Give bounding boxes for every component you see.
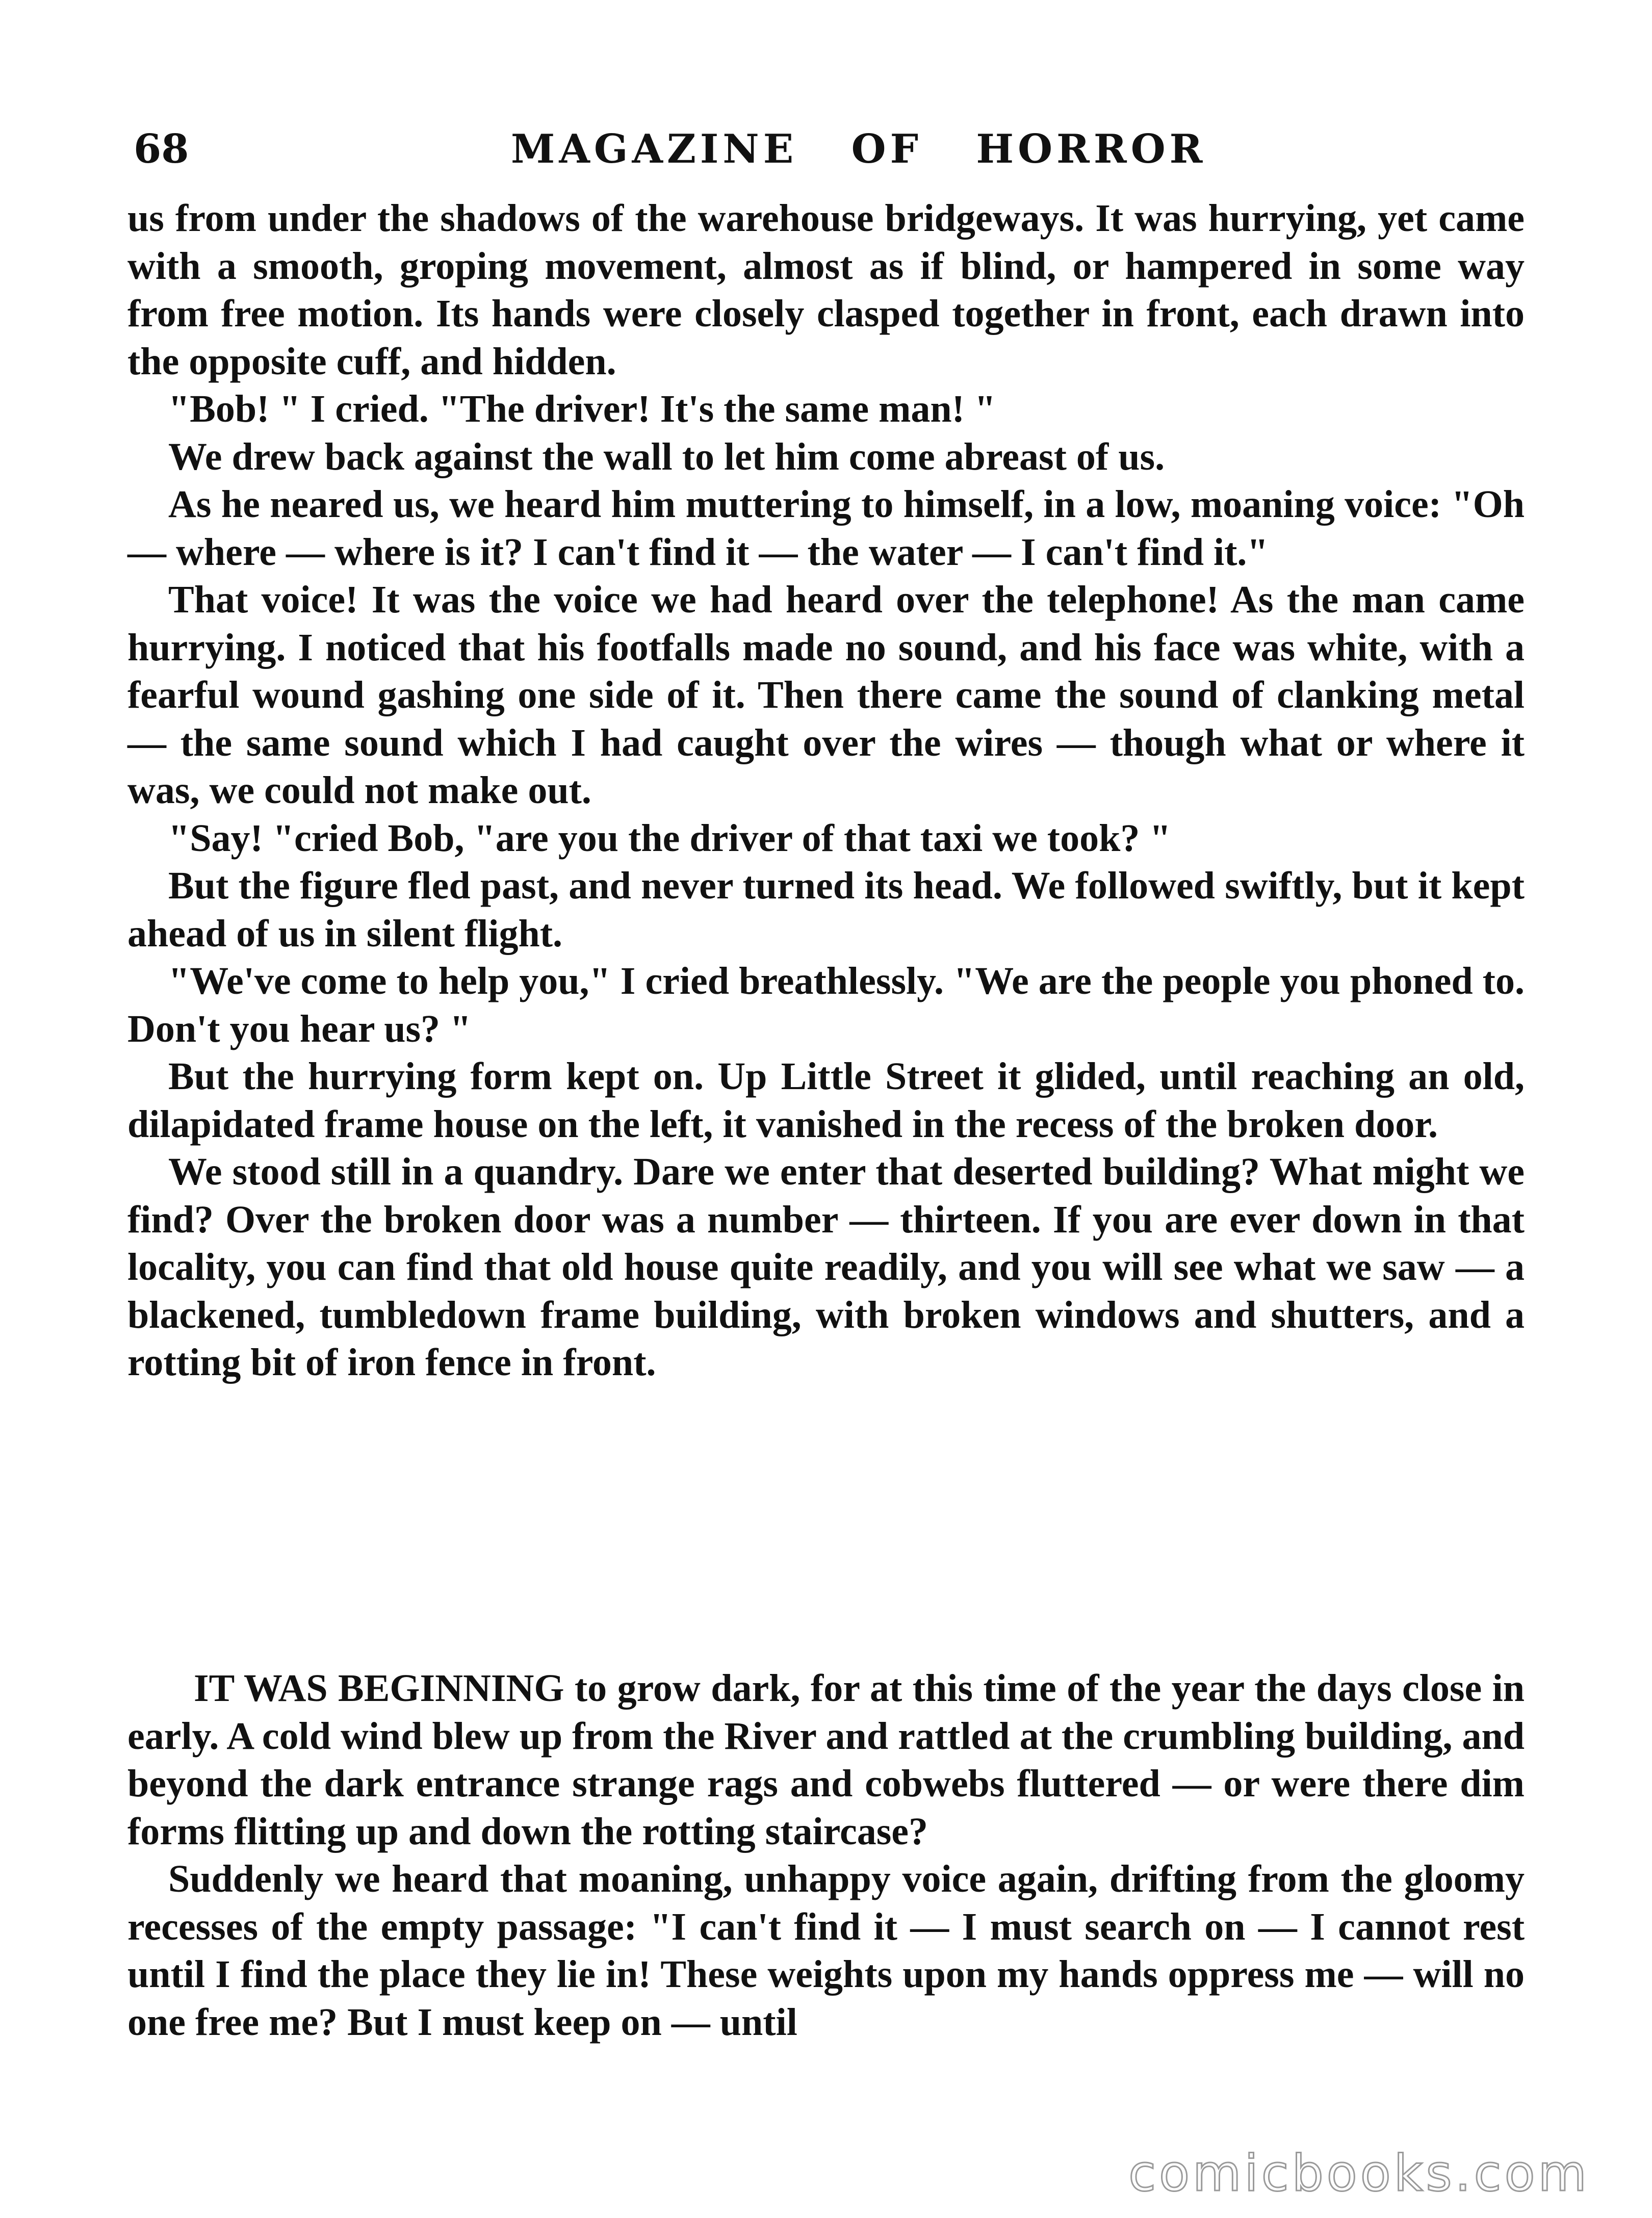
paragraph: That voice! It was the voice we had heard over the telephone! As the man came hurrying. I noticed that his footfalls made no sound, and his face was white, with a fearful wound gashing one side of it. Then there came the sound of clanking metal — the same sound which I had caught over the wires — though what or where it was, we could not make out.	[127, 578, 1525, 812]
story-section-one	[127, 195, 1525, 1387]
watermark-text: comicbooks.com	[1128, 2145, 1590, 2203]
story-section-two	[127, 1665, 1525, 2046]
paragraph: We stood still in a quandry. Dare we enter that deserted building? What might we find? Over the broken door was a number — thirteen. If you are ever down in that locality, you can find that old house quite readily, and you will see what we saw — a blackened, tumbledown frame building, with broken windows and shutters, and a rotting bit of iron fence in front.	[127, 1150, 1525, 1384]
page-number: 68	[134, 126, 189, 172]
page-header	[134, 121, 1255, 177]
paragraph: But the figure fled past, and never turned its head. We followed swiftly, but it kept ahead of us in silent flight.	[127, 864, 1525, 955]
paragraph: "Say! "cried Bob, "are you the driver of that taxi we took? "	[168, 816, 1171, 860]
paragraph: us from under the shadows of the warehouse bridgeways. It was hurrying, yet came with a smooth, groping movement, almost as if blind, or hampered in some way from free motion. Its hands were closely clasped together in front, each drawn into the opposite cuff, and hidden.	[127, 197, 1525, 383]
paragraph: "Bob! " I cried. "The driver! It's the same man! "	[168, 388, 996, 430]
paragraph: As he neared us, we heard him muttering to himself, in a low, moaning voice: "Oh — where — where is it? I can't find it — the water — I can't find it."	[127, 483, 1525, 574]
paragraph: We drew back against the wall to let him come abreast of us.	[168, 435, 1165, 478]
running-title: MAGAZINE OF HORROR	[511, 126, 1207, 172]
paragraph: But the hurrying form kept on. Up Little Street it glided, until reaching an old, dilapidated frame house on the left, it vanished in the recess of the broken door.	[127, 1055, 1525, 1146]
paragraph: Suddenly we heard that moaning, unhappy voice again, drifting from the gloomy recesses of the empty passage: "I can't find it — I must search on — I cannot rest until I find the place they lie in! These weights upon my hands oppress me — will no one free me? But I must keep on — until	[127, 1858, 1525, 2044]
paragraph: "We've come to help you," I cried breathlessly. "We are the people you phoned to. Don't you hear us? "	[127, 960, 1525, 1050]
section-opening-paragraph: IT WAS BEGINNING to grow dark, for at this time of the year the days close in early. A cold wind blew up from the River and rattled at the crumbling building, and beyond the dark entrance strange rags and cobwebs fluttered — or were there dim forms flitting up and down the rotting staircase?	[127, 1667, 1525, 1853]
